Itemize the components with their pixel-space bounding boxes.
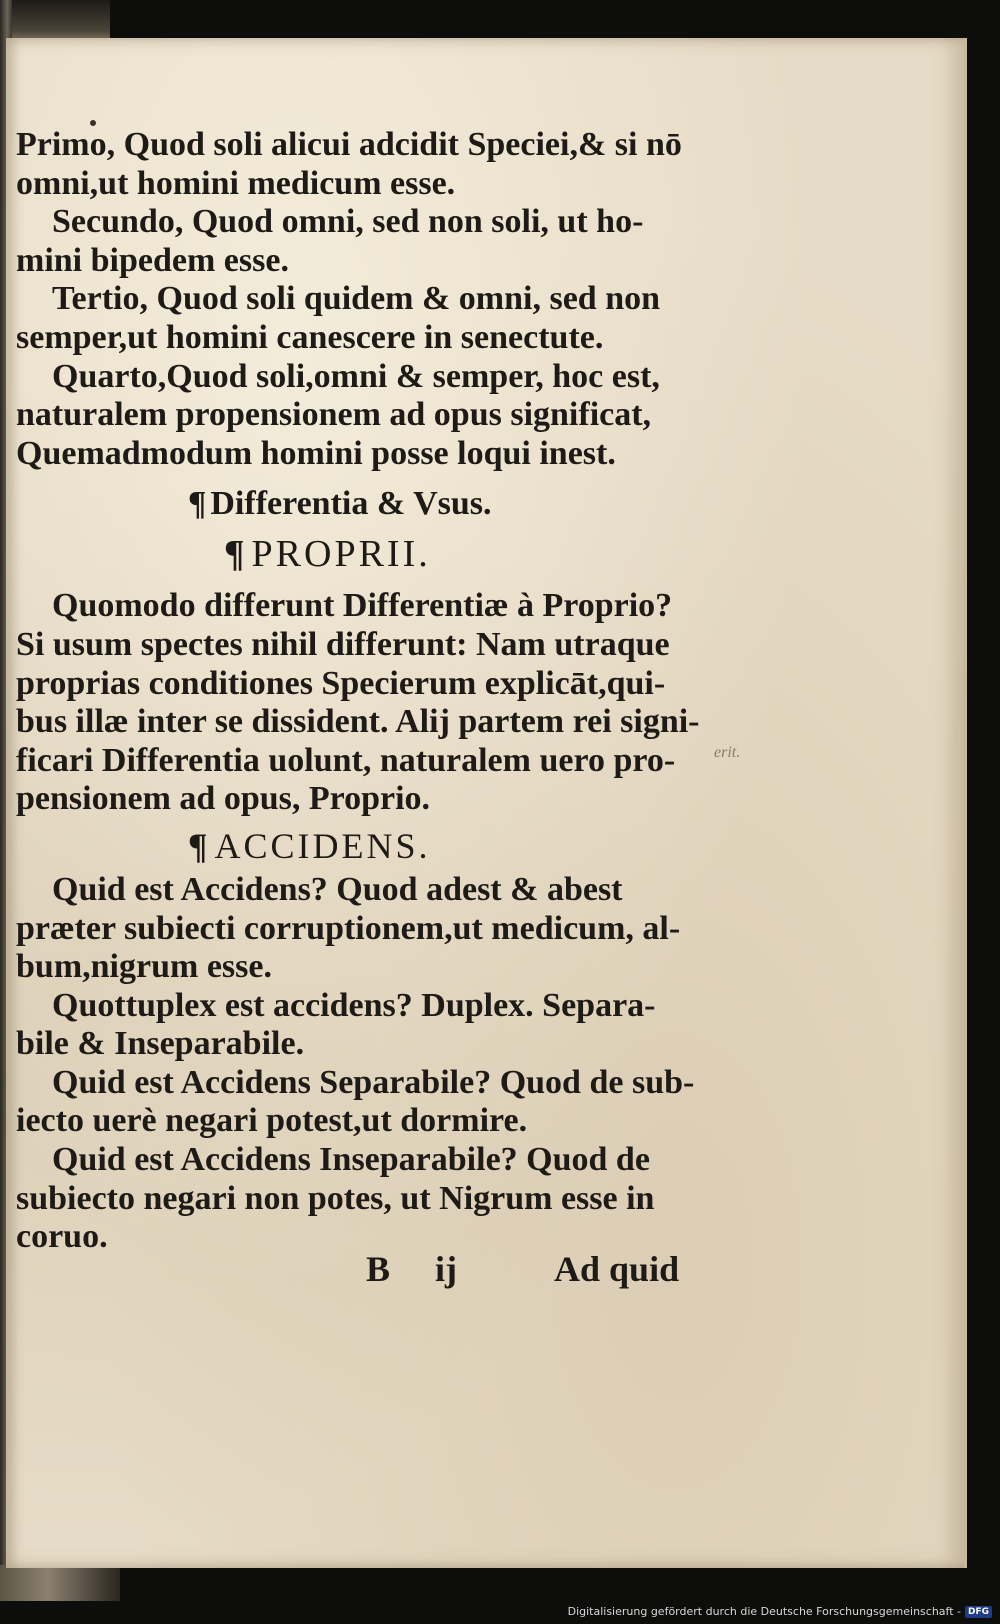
text-line: bile & Inseparabile. (16, 1025, 305, 1063)
text-line: Quemadmodum homini posse loqui inest. (16, 434, 616, 472)
pilcrow-icon: ¶ (224, 533, 248, 576)
digitization-credit (568, 1605, 992, 1618)
text-line: bum,nigrum esse. (16, 948, 272, 986)
text-line: Quid est Accidens Inseparabile? Quod de (52, 1141, 650, 1179)
section-heading-differentia (16, 479, 716, 529)
text-line: ficari Differentia uolunt, naturalem uero pro- (16, 741, 676, 779)
book-page (6, 38, 967, 1568)
text-line: præter subiecti corruptionem,ut medicum, al- (16, 909, 681, 947)
page-text (16, 126, 716, 1257)
text-line: coruo. (16, 1218, 108, 1256)
margin-annotation: erit. (714, 744, 741, 761)
text-line: naturalem propensionem ad opus significat, (16, 396, 652, 434)
text-line: iecto uerè negari potest,ut dormire. (16, 1102, 528, 1140)
text-line: pensionem ad opus, Proprio. (16, 780, 431, 818)
signature-number: ij (435, 1249, 457, 1289)
text-line: mini bipedem esse. (16, 241, 289, 279)
heading-text: ACCIDENS. (214, 825, 431, 866)
book-edge-bottom (0, 1565, 120, 1601)
credit-text: Digitalisierung gefördert durch die Deutsche Forschungsgemeinschaft - (567, 1605, 961, 1618)
pilcrow-icon: ¶ (188, 485, 207, 523)
pilcrow-icon: ¶ (188, 825, 211, 866)
signature-mark: B (366, 1249, 391, 1289)
text-line: Tertio, Quod soli quidem & omni, sed non (52, 280, 661, 318)
page-footer (366, 1248, 686, 1290)
heading-text: Differentia & Vsus. (210, 485, 492, 523)
heading-text: PROPRII. (251, 533, 431, 576)
text-line: Quid est Accidens? Quod adest & abest (52, 870, 623, 908)
section-heading-proprii (16, 529, 716, 579)
dfg-logo: DFG (965, 1606, 992, 1618)
text-line: Quid est Accidens Separabile? Quod de sub- (52, 1063, 695, 1101)
text-line: Quottuplex est accidens? Duplex. Separa- (52, 986, 656, 1024)
catchword: Ad quid (554, 1249, 680, 1289)
section-heading-accidens (16, 821, 716, 871)
text-line: Si usum spectes nihil differunt: Nam utraque (16, 625, 670, 663)
text-line: semper,ut homini canescere in senectute. (16, 318, 604, 356)
text-line: Primo, Quod soli alicui adcidit Speciei,& si nō (16, 126, 682, 163)
text-line: omni,ut homini medicum esse. (16, 164, 456, 202)
text-line: Secundo, Quod omni, sed non soli, ut ho- (52, 203, 644, 241)
text-line: proprias conditiones Specierum explicāt,qui- (16, 664, 666, 702)
text-line: subiecto negari non potes, ut Nigrum esse in (16, 1179, 655, 1217)
text-line: bus illæ inter se dissident. Alij partem rei signi- (16, 703, 700, 741)
text-line: Quarto,Quod soli,omni & semper, hoc est, (52, 357, 660, 395)
text-line: Quomodo differunt Differentiæ à Proprio? (52, 587, 673, 625)
